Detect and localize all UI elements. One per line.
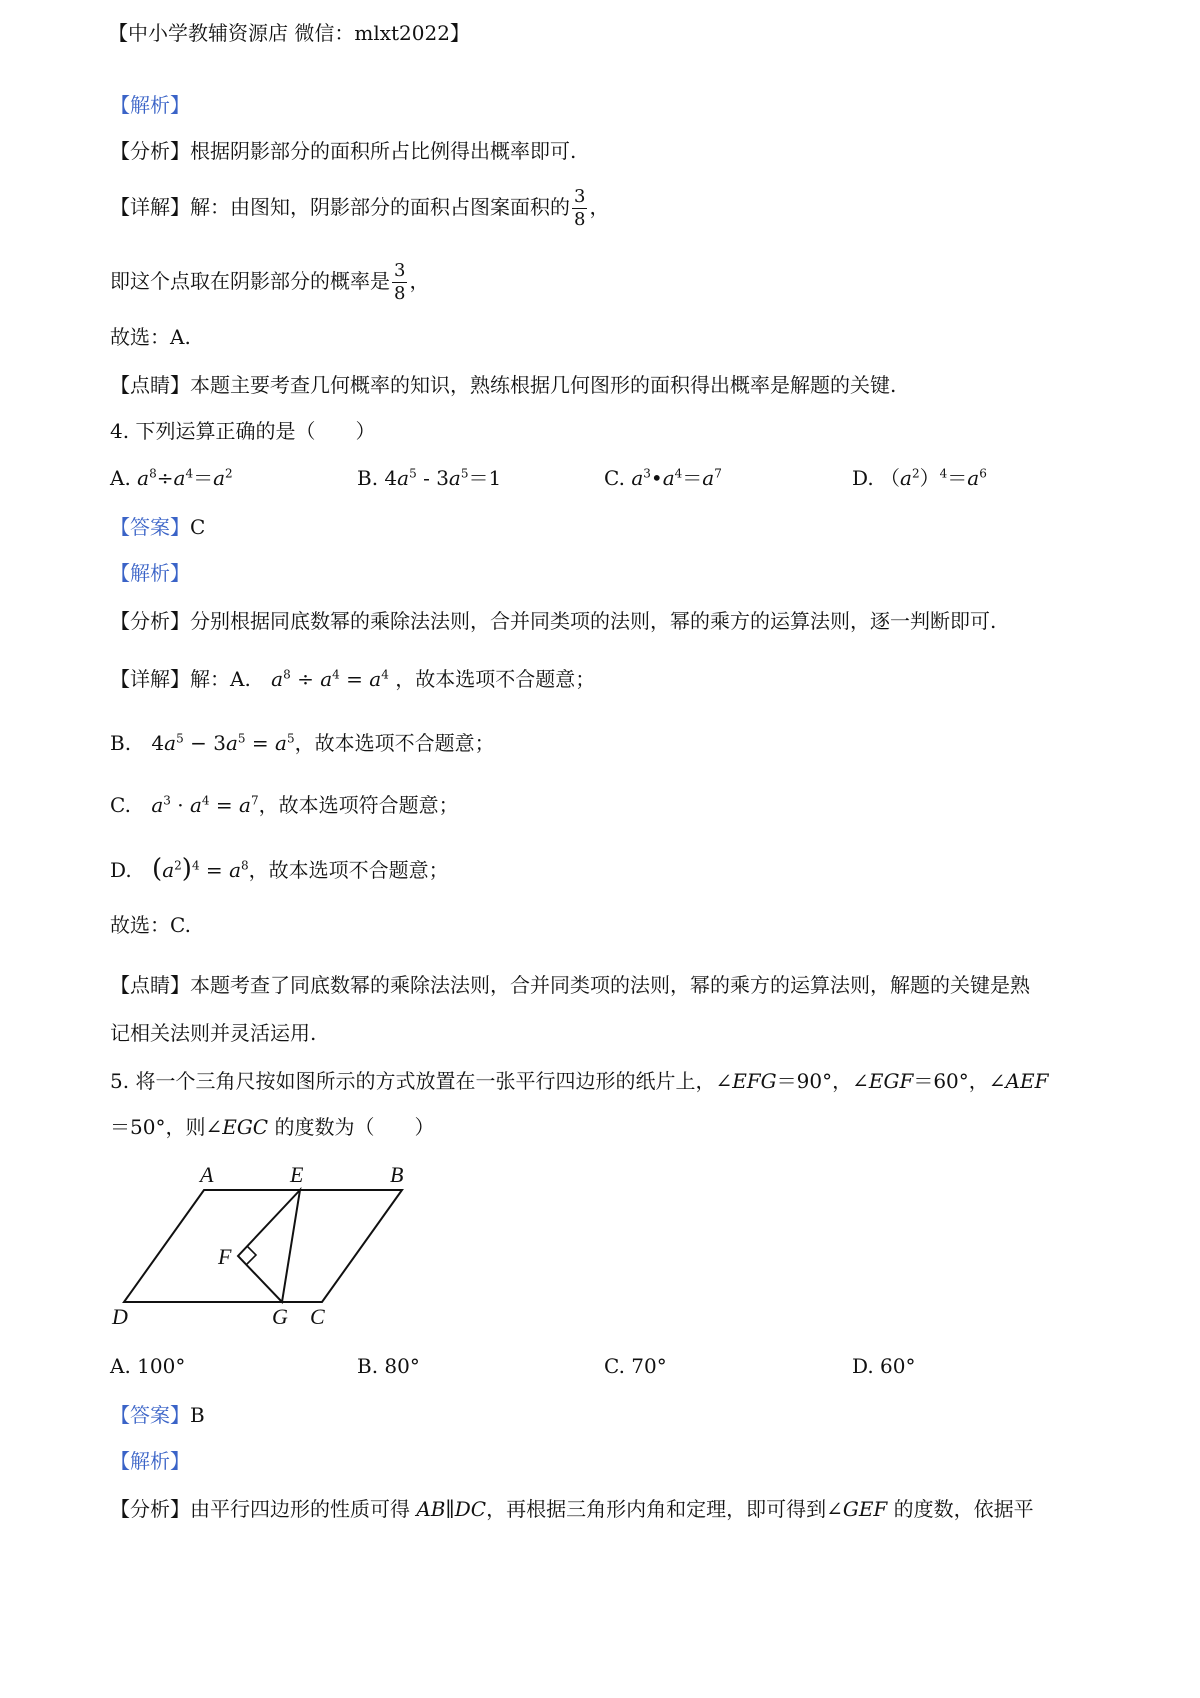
q4-xiangjie-d: D. $(a^2)^4 = a^8$，故本选项不合题意； <box>110 854 449 884</box>
label-f: F <box>218 1244 232 1269</box>
dianjing-tag: 【点睛】 <box>110 373 190 397</box>
parallelogram-abcd <box>124 1190 402 1302</box>
q5-option-d: D. 60° <box>852 1354 916 1378</box>
q3-guxuan: 故选：A. <box>110 325 191 349</box>
q4-xiangjie-b: B. $4a^5 - 3a^5 = a^5$，故本选项不合题意； <box>110 731 495 755</box>
q4-option-b: B. $4a^5 - 3a^5=1$ <box>357 466 502 490</box>
q3-fenxi: 【分析】根据阴影部分的面积所占比例得出概率即可. <box>110 139 577 163</box>
label-b: B <box>390 1162 404 1187</box>
label-e: E <box>290 1162 304 1187</box>
q4-dianjing-line2: 记相关法则并灵活运用. <box>110 1021 317 1045</box>
q4-guxuan: 故选：C. <box>110 913 191 937</box>
fenxi-tag: 【分析】 <box>110 609 190 633</box>
q4-stem: 4. 下列运算正确的是（ ） <box>110 419 376 443</box>
q5-fenxi: 【分析】由平行四边形的性质可得 AB∥DC，再根据三角形内角和定理，即可得到∠GEF 的度数，依据平 <box>110 1497 1034 1521</box>
q4-jiexi-tag: 【解析】 <box>110 561 190 585</box>
q5-stem-line1: 5. 将一个三角尺按如图所示的方式放置在一张平行四边形的纸片上，∠EFG＝90°，∠EGF＝60°，∠AEF <box>110 1069 1049 1093</box>
q4-option-a: A. $a^8\div a^4=a^2$ <box>110 466 233 490</box>
q4-answer: 【答案】C <box>110 515 206 539</box>
label-g: G <box>272 1304 288 1329</box>
q3-xiangjie: 【详解】解：由图知，阴影部分的面积占图案面积的 $\frac{3}{8}$ ， <box>110 186 610 230</box>
q5-stem-line2: ＝50°，则∠EGC 的度数为（ ） <box>110 1115 435 1139</box>
xiangjie-tag: 【详解】 <box>110 195 190 219</box>
q4-option-c: C. $a^3•a^4=a^7$ <box>604 466 722 490</box>
label-d: D <box>112 1304 128 1329</box>
label-a: A <box>200 1162 214 1187</box>
page-header: 【中小学教辅资源店 微信：mlxt2022】 <box>108 21 470 45</box>
q4-xiangjie-a: 【详解】解：A. $a^8 \div a^4 = a^4$ ，故本选项不合题意； <box>110 667 596 691</box>
q4-xiangjie-c: C. $a^3 \cdot a^4 = a^7$，故本选项符合题意； <box>110 793 459 817</box>
q5-answer: 【答案】B <box>110 1403 205 1427</box>
answer-tag: 【答案】 <box>110 515 190 539</box>
answer-tag: 【答案】 <box>110 1403 190 1427</box>
q4-fenxi: 【分析】分别根据同底数幂的乘除法法则，合并同类项的法则，幂的乘方的运算法则，逐一判断即可. <box>110 609 997 633</box>
q3-jiexi-tag: 【解析】 <box>110 93 190 117</box>
q5-option-b: B. 80° <box>357 1354 420 1378</box>
q4-dianjing-line1: 【点睛】本题考查了同底数幂的乘除法法则，合并同类项的法则，幂的乘方的运算法则，解题的关键是熟 <box>110 973 1030 997</box>
q3-dianjing: 【点睛】本题主要考查几何概率的知识，熟练根据几何图形的面积得出概率是解题的关键. <box>110 373 897 397</box>
right-angle-mark <box>247 1246 256 1264</box>
parallelogram-triangle-diagram <box>108 1160 438 1330</box>
fenxi-tag: 【分析】 <box>110 1497 190 1521</box>
q5-jiexi-tag: 【解析】 <box>110 1449 190 1473</box>
dianjing-tag: 【点睛】 <box>110 973 190 997</box>
fenxi-tag: 【分析】 <box>110 139 190 163</box>
label-c: C <box>310 1304 325 1329</box>
fraction-3-8: $\frac{3}{8}$ <box>394 260 406 304</box>
fraction-3-8: $\frac{3}{8}$ <box>574 186 586 230</box>
q4-option-d: D. $(a^2)^4=a^6$ <box>852 466 987 490</box>
q5-option-c: C. 70° <box>604 1354 667 1378</box>
q3-probability-line: 即这个点取在阴影部分的概率是 $\frac{3}{8}$ ， <box>110 260 430 304</box>
q5-option-a: A. 100° <box>110 1354 186 1378</box>
